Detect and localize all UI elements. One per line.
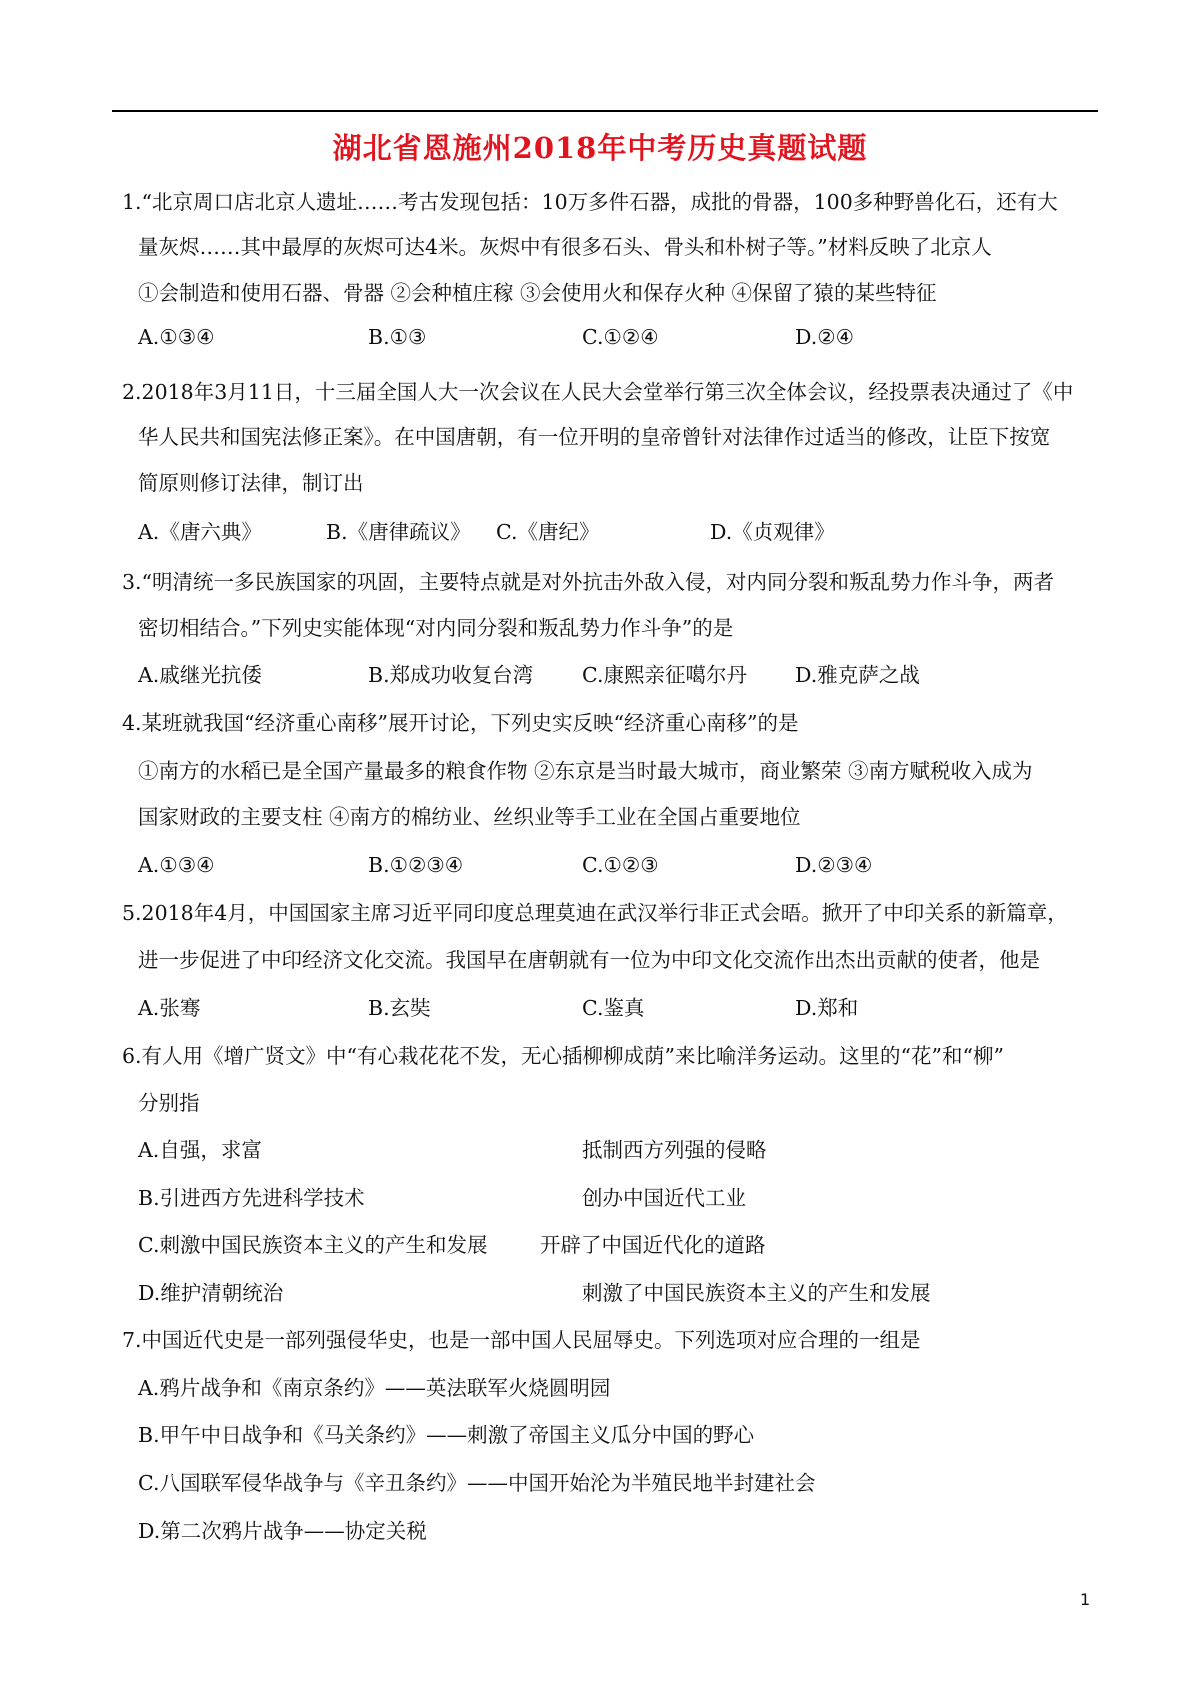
q6-option-b-second: 创办中国近代工业 — [582, 1186, 746, 1210]
q7-stem-line1: 7.中国近代史是一部列强侵华史，也是一部中国人民屈辱史。下列选项对应合理的一组是 — [122, 1328, 921, 1352]
q2-stem-line1: 2.2018年3月11日，十三届全国人大一次会议在人民大会堂举行第三次全体会议，经投票表决通过了《中 — [122, 380, 1074, 404]
q4-items-line2: 国家财政的主要支柱 ④南方的棉纺业、丝织业等手工业在全国占重要地位 — [138, 805, 801, 829]
q2-option-b: B.《唐律疏议》 — [326, 520, 471, 544]
q6-option-c-first: C.刺激中国民族资本主义的产生和发展 — [138, 1233, 488, 1257]
q3-option-b: B.郑成功收复台湾 — [368, 663, 534, 687]
q7-option-d: D.第二次鸦片战争——协定关税 — [138, 1519, 427, 1543]
top-rule — [112, 110, 1098, 112]
q6-option-d-first: D.维护清朝统治 — [138, 1281, 284, 1305]
page-title: 湖北省恩施州2018年中考历史真题试题 — [332, 131, 868, 165]
q6-option-b-first: B.引进西方先进科学技术 — [138, 1186, 365, 1210]
q1-option-a: A.①③④ — [138, 325, 215, 349]
q1-stem-line2: 量灰烬……其中最厚的灰烬可达4米。灰烬中有很多石头、骨头和朴树子等。”材料反映了北京人 — [138, 235, 992, 259]
q7-option-c: C.八国联军侵华战争与《辛丑条约》——中国开始沦为半殖民地半封建社会 — [138, 1471, 816, 1495]
q5-option-a: A.张骞 — [138, 996, 201, 1020]
q1-option-c: C.①②④ — [582, 325, 659, 349]
q3-option-d: D.雅克萨之战 — [795, 663, 920, 687]
q1-option-d: D.②④ — [795, 325, 854, 349]
q4-option-a: A.①③④ — [138, 853, 215, 877]
q2-stem-line2: 华人民共和国宪法修正案》。在中国唐朝，有一位开明的皇帝曾针对法律作过适当的修改，让臣下按宽 — [138, 425, 1051, 449]
q1-option-b: B.①③ — [368, 325, 427, 349]
q2-stem-line3: 简原则修订法律，制订出 — [138, 471, 364, 495]
q4-option-b: B.①②③④ — [368, 853, 464, 877]
page-number: 1 — [1080, 1590, 1091, 1609]
q5-stem-line1: 5.2018年4月，中国国家主席习近平同印度总理莫迪在武汉举行非正式会晤。掀开了中印关系的新篇章， — [122, 901, 1068, 925]
q5-option-b: B.玄奘 — [368, 996, 431, 1020]
q4-option-d: D.②③④ — [795, 853, 873, 877]
q1-stem-line1: 1.“北京周口店北京人遗址……考古发现包括：10万多件石器，成批的骨器，100多种野兽化石，还有大 — [122, 190, 1058, 214]
q5-option-d: D.郑和 — [795, 996, 859, 1020]
q6-stem-line2: 分别指 — [138, 1091, 200, 1115]
q4-items-line1: ①南方的水稻已是全国产量最多的粮食作物 ②东京是当时最大城市，商业繁荣 ③南方赋税收入成为 — [138, 759, 1033, 783]
q6-option-a-first: A.自强，求富 — [138, 1138, 262, 1162]
q5-option-c: C.鉴真 — [582, 996, 645, 1020]
q6-option-a-second: 抵制西方列强的侵略 — [582, 1138, 767, 1162]
q6-stem-line1: 6.有人用《增广贤文》中“有心栽花花不发，无心插柳柳成荫”来比喻洋务运动。这里的“花”和“柳” — [122, 1044, 1004, 1068]
q2-option-d: D.《贞观律》 — [710, 520, 835, 544]
q3-stem-line1: 3.“明清统一多民族国家的巩固，主要特点就是对外抗击外敌入侵，对内同分裂和叛乱势力作斗争，两者 — [122, 570, 1055, 594]
q5-stem-line2: 进一步促进了中印经济文化交流。我国早在唐朝就有一位为中印文化交流作出杰出贡献的使者，他是 — [138, 948, 1040, 972]
q7-option-b: B.甲午中日战争和《马关条约》——刺激了帝国主义瓜分中国的野心 — [138, 1423, 755, 1447]
q1-items: ①会制造和使用石器、骨器 ②会种植庄稼 ③会使用火和保存火种 ④保留了猿的某些特征 — [138, 281, 937, 305]
q4-option-c: C.①②③ — [582, 853, 659, 877]
q4-stem-line1: 4.某班就我国“经济重心南移”展开讨论，下列史实反映“经济重心南移”的是 — [122, 711, 799, 735]
q7-option-a: A.鸦片战争和《南京条约》——英法联军火烧圆明园 — [138, 1376, 611, 1400]
q2-option-c: C.《唐纪》 — [496, 520, 600, 544]
q3-option-c: C.康熙亲征噶尔丹 — [582, 663, 747, 687]
q2-option-a: A.《唐六典》 — [138, 520, 262, 544]
q6-option-d-second: 刺激了中国民族资本主义的产生和发展 — [582, 1281, 931, 1305]
q3-option-a: A.戚继光抗倭 — [138, 663, 262, 687]
q3-stem-line2: 密切相结合。”下列史实能体现“对内同分裂和叛乱势力作斗争”的是 — [138, 616, 734, 640]
q6-option-c-second: 开辟了中国近代化的道路 — [540, 1233, 766, 1257]
